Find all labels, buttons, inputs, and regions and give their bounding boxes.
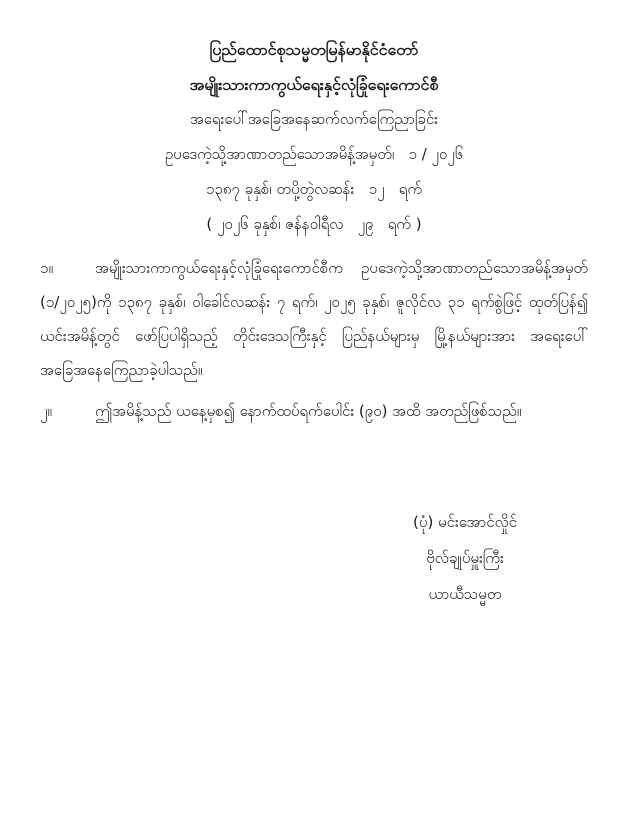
- paragraph-1: [40, 251, 588, 387]
- document-body: [40, 251, 588, 428]
- header-council-title: အမျိုးသားကာကွယ်ရေးနှင့်လုံခြုံရေးကောင်စီ: [189, 75, 439, 94]
- header-country-title: ပြည်ထောင်စုသမ္မတမြန်မာနိုင်ငံတော်: [209, 40, 419, 59]
- paragraph-1-text: အမျိုးသားကာကွယ်ရေးနှင့်လုံခြုံရေးကောင်စီက ဥပဒေကဲ့သို့အာဏာတည်သောအမိန့်အမှတ် (၁/၂၀၂၅)ကို ၁၃၈၇ ခုနှစ်၊ ဝါခေါင်လဆန်း ၇ ရက်၊ ၂၀၂၅ ခုနှစ်၊ ဇူလိုင်လ ၃၁ ရက်စွဲဖြင့် ထုတ်ပြန်၍ ယင်းအမိန့်တွင် ဖော်ပြပါရှိသည့် တိုင်းဒေသကြီးနှင့် ပြည်နယ်များမှ မြို့နယ်များအား အရေးပေါ် အခြေအနေကြေညာခဲ့ပါသည်။: [40, 259, 588, 379]
- header-myanmar-date: ၁၃၈၇ ခုနှစ်၊ တပို့တွဲလဆန်း ၁၂ ရက်: [205, 180, 423, 198]
- signature-title: ယာယီသမ္မတ: [428, 585, 502, 603]
- paragraph-1-number: ၁။: [40, 259, 53, 277]
- document-header: [40, 32, 588, 242]
- paragraph-2: [40, 394, 588, 428]
- header-subject-line: အရေးပေါ်အခြေအနေဆက်လက်ကြေညာခြင်း: [190, 110, 438, 128]
- paragraph-2-text: ဤအမိန့်သည် ယနေ့မှစ၍ နောက်ထပ်ရက်ပေါင်း (၉၀) အထိ အတည်ဖြစ်သည်။: [95, 402, 522, 420]
- signature-block: [370, 504, 560, 612]
- signature-rank: ဗိုလ်ချုပ်မှူးကြီး: [426, 549, 504, 567]
- header-gregorian-date: ( ၂၀၂၆ ခုနှစ်၊ ဇန်နဝါရီလ ၂၉ ရက် ): [206, 215, 422, 233]
- signature-name: (ပုံ) မင်းအောင်လှိုင်: [413, 513, 517, 531]
- paragraph-2-number: ၂။: [40, 402, 52, 420]
- header-order-number: ဥပဒေကဲ့သို့အာဏာတည်သောအမိန့်အမှတ်၊ ၁ / ၂၀၂၆: [164, 145, 464, 163]
